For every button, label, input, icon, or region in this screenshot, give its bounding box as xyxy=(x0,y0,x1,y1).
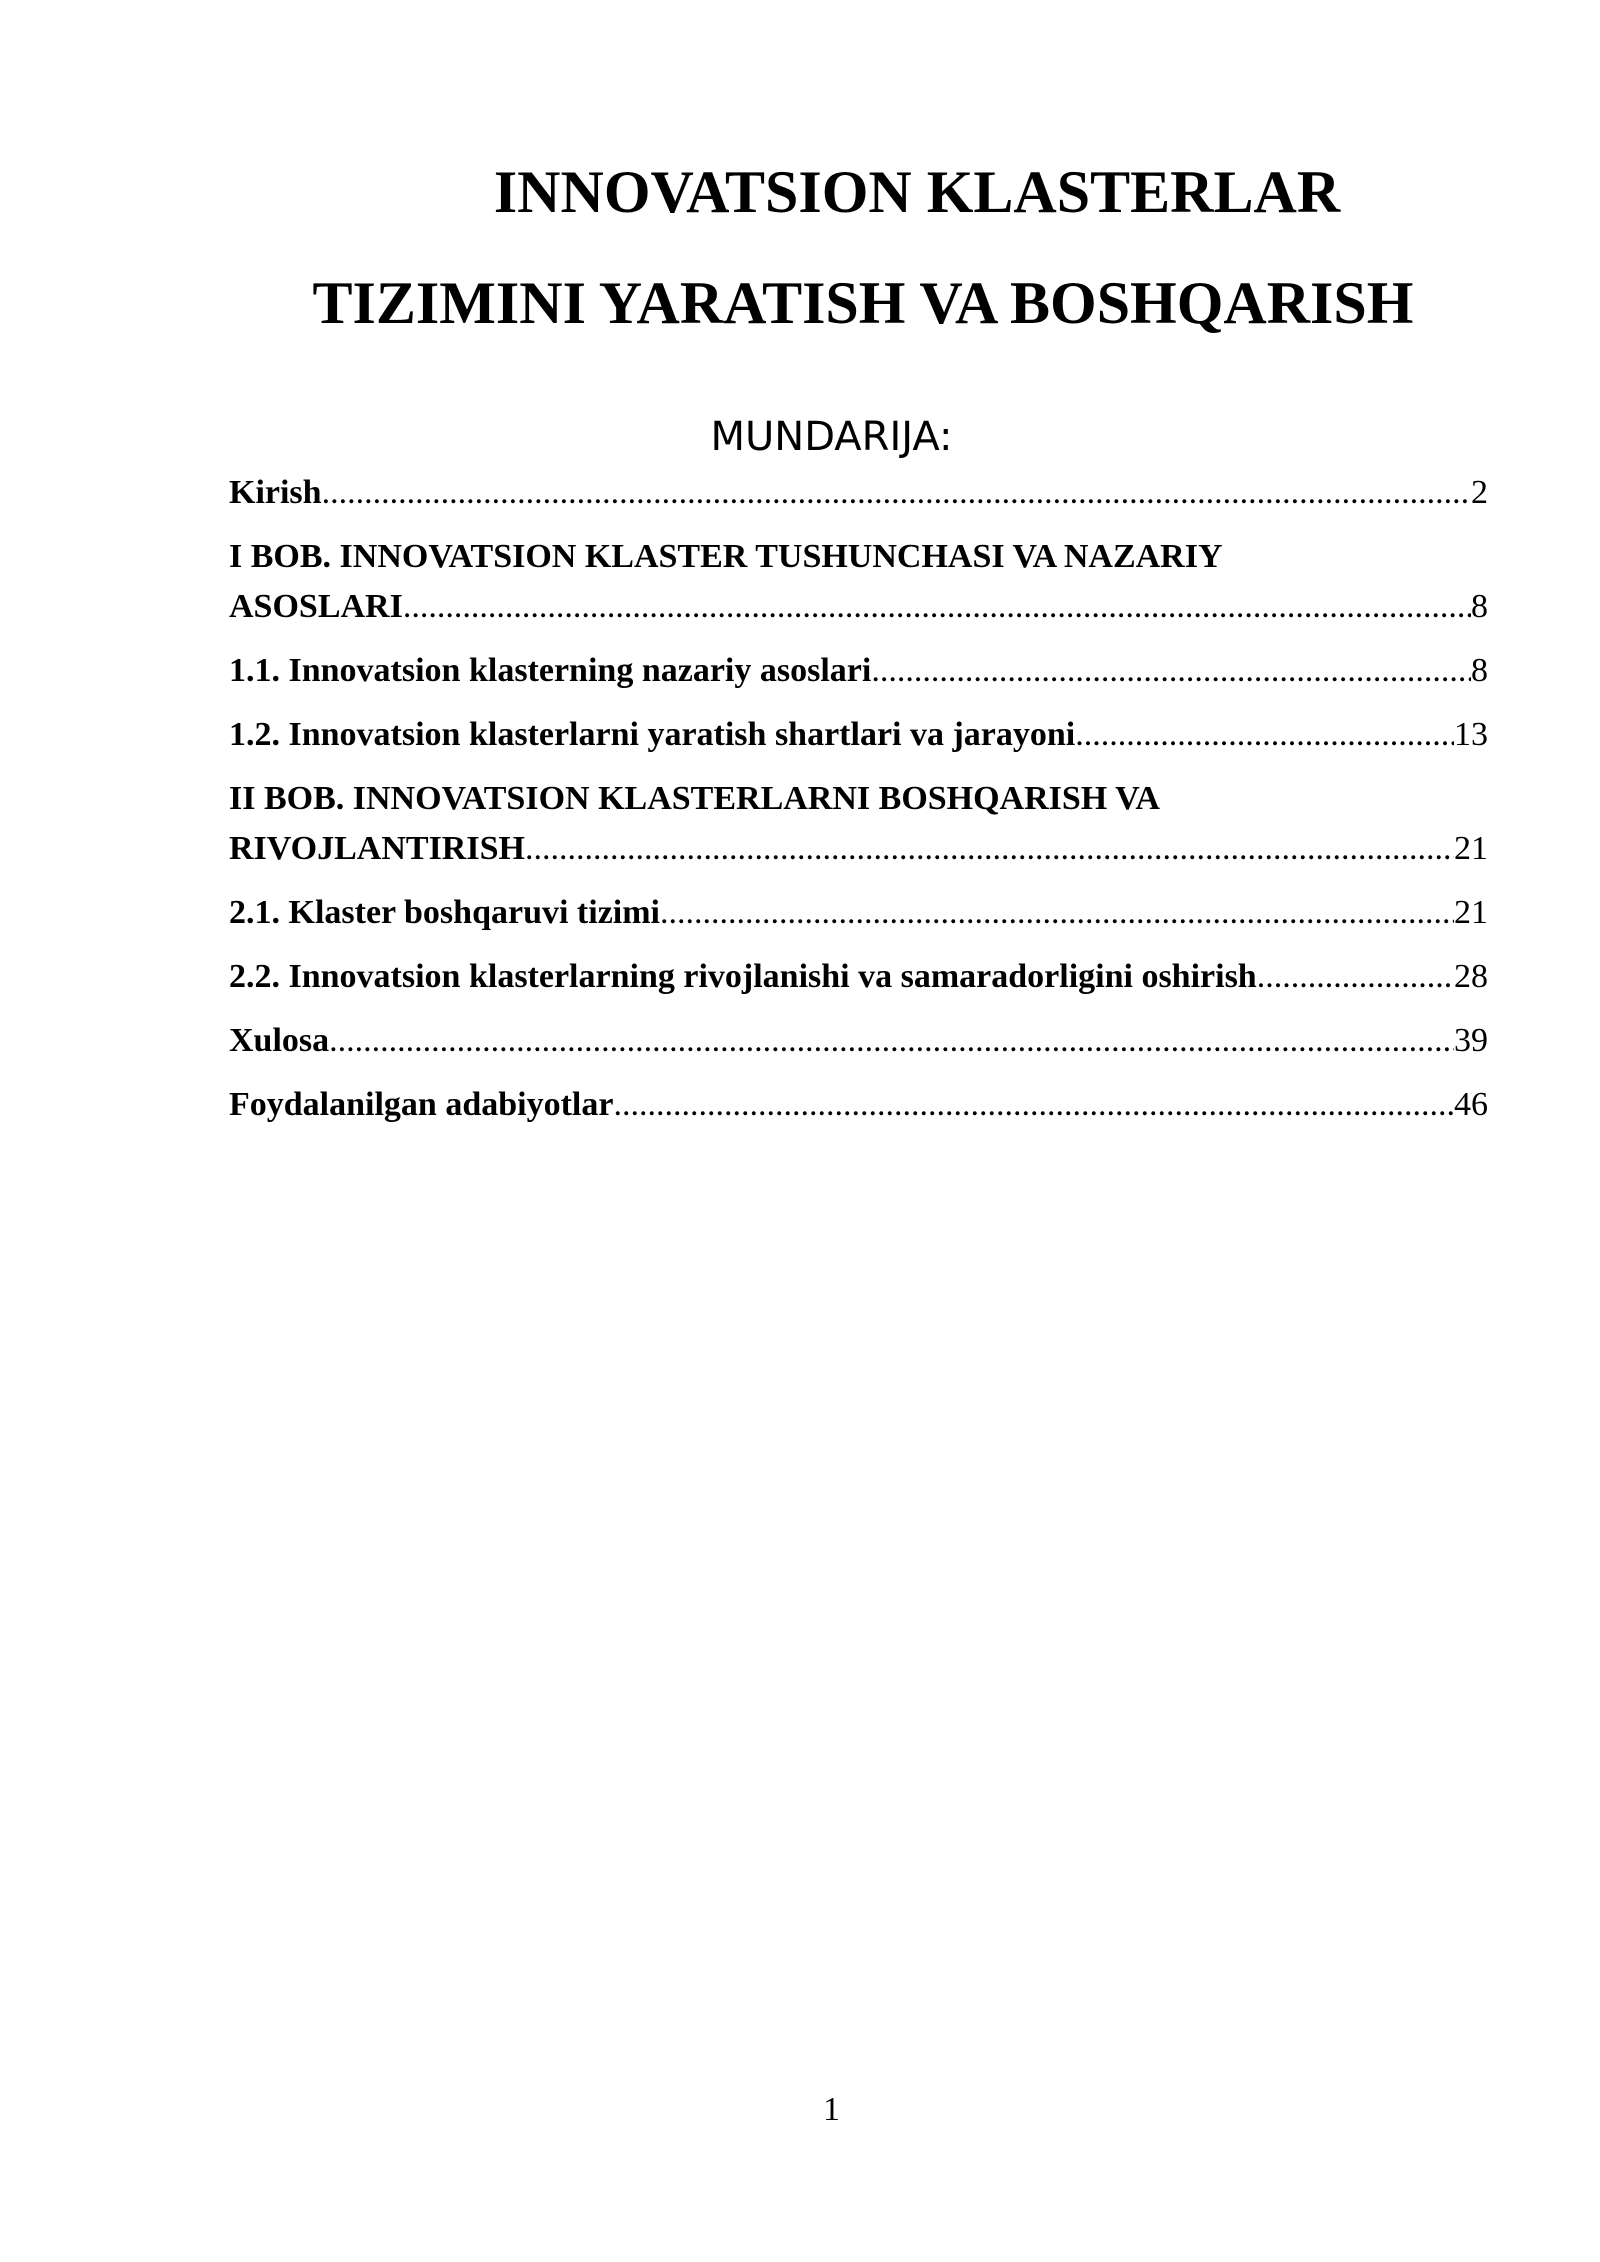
toc-entry-label: RIVOJLANTIRISH xyxy=(229,830,525,867)
document-title-line-1: INNOVATSION KLASTERLAR xyxy=(493,159,1341,225)
toc-entry-page: 2 xyxy=(1471,474,1488,511)
toc-entry-label: ASOSLARI xyxy=(229,588,403,625)
toc-leader-dots xyxy=(1257,952,1454,1002)
toc-entry[interactable] xyxy=(229,646,1488,696)
toc-entry[interactable] xyxy=(229,774,1488,874)
toc-entry[interactable] xyxy=(229,710,1488,760)
toc-entry-page: 21 xyxy=(1454,894,1488,931)
toc-entry-label: Kirish xyxy=(229,474,322,511)
toc-heading: MUNDARIJA: xyxy=(710,414,953,460)
toc-entry[interactable] xyxy=(229,888,1488,938)
toc-entry-heading-line: I BOB. INNOVATSION KLASTER TUSHUNCHASI VA NAZARIY xyxy=(229,538,1223,575)
toc-entry-label: 2.2. Innovatsion klasterlarning rivojlanishi va samaradorligini oshirish xyxy=(229,958,1257,995)
toc-entry[interactable] xyxy=(229,952,1488,1002)
toc-leader-dots xyxy=(613,1080,1454,1130)
toc-entry-page: 46 xyxy=(1454,1086,1488,1123)
toc-entry-page: 8 xyxy=(1471,588,1488,625)
toc-entry[interactable] xyxy=(229,1080,1488,1130)
toc-leader-dots xyxy=(403,582,1471,632)
toc-entry-label: Xulosa xyxy=(229,1022,330,1059)
toc-entry-label: 1.2. Innovatsion klasterlarni yaratish shartlari va jarayoni xyxy=(229,716,1076,753)
toc-entry-label: Foydalanilgan adabiyotlar xyxy=(229,1086,614,1123)
toc-entry[interactable] xyxy=(229,468,1488,518)
toc-entry-page: 21 xyxy=(1454,830,1488,867)
toc-leader-dots xyxy=(329,1016,1454,1066)
page-number: 1 xyxy=(823,2091,840,2128)
toc-entry-page: 28 xyxy=(1454,958,1488,995)
toc-entry-page: 13 xyxy=(1454,716,1488,753)
toc-entry[interactable] xyxy=(229,532,1488,632)
document-title-line-2: TIZIMINI YARATISH VA BOSHQARISH xyxy=(312,270,1414,336)
toc-leader-dots xyxy=(322,468,1471,518)
toc-leader-dots xyxy=(1075,710,1454,760)
toc-entry-page: 39 xyxy=(1454,1022,1488,1059)
toc-leader-dots xyxy=(660,888,1454,938)
toc-leader-dots xyxy=(525,824,1454,874)
toc-leader-dots xyxy=(871,646,1471,696)
toc-entry-heading-line: II BOB. INNOVATSION KLASTERLARNI BOSHQARISH VA xyxy=(229,780,1160,817)
toc-entry-label: 1.1. Innovatsion klasterning nazariy asoslari xyxy=(229,652,872,689)
toc-entry-label: 2.1. Klaster boshqaruvi tizimi xyxy=(229,894,660,931)
toc-entry[interactable] xyxy=(229,1016,1488,1066)
toc-entry-page: 8 xyxy=(1471,652,1488,689)
